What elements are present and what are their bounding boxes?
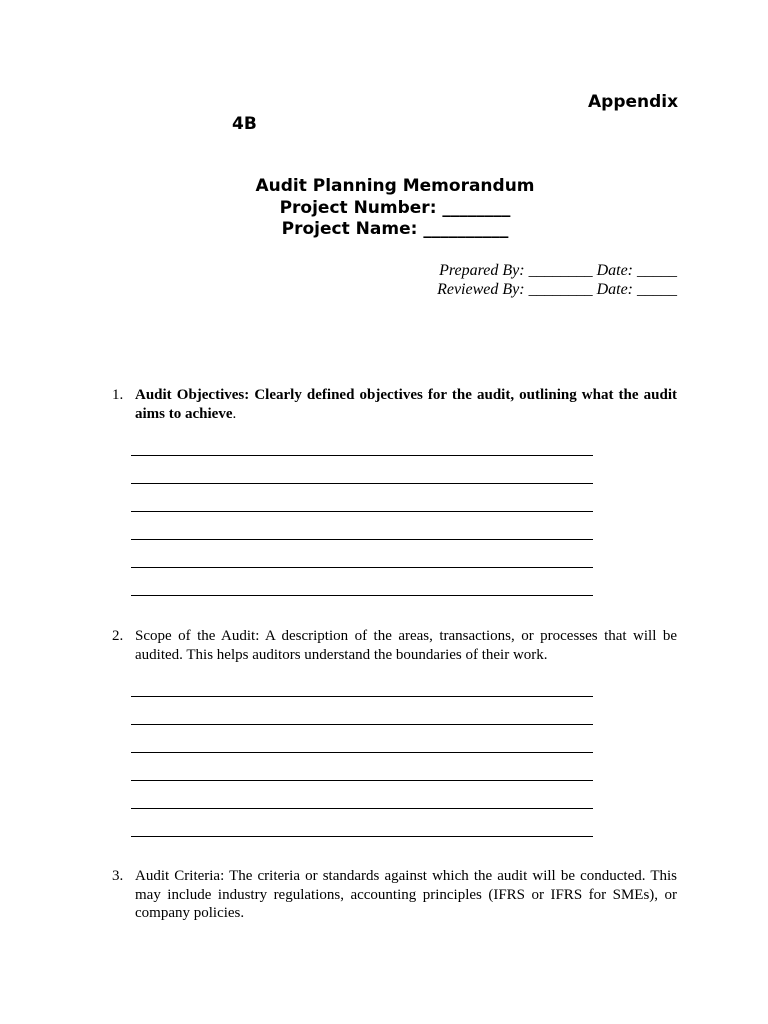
answer-line[interactable]: [131, 568, 593, 596]
answer-line[interactable]: [131, 484, 593, 512]
section-number: 1.: [112, 387, 124, 403]
project-name-line: Project Name: __________: [281, 219, 509, 239]
answer-line[interactable]: [131, 512, 593, 540]
section-scope-of-audit: [112, 627, 677, 664]
appendix-number: 4B: [232, 114, 257, 134]
answer-lines-section-2: [131, 669, 593, 837]
section-number: 2.: [112, 628, 124, 644]
section-text: Scope of the Audit: A description of the areas, transactions, or processes that will be audited. This helps auditors understand the boundaries of their work.: [135, 628, 677, 663]
prepared-by-line: Prepared By: ________ Date: _____: [439, 262, 677, 279]
section-text-body: Audit Objectives: Clearly defined objectives for the audit, outlining what the audit aims to achieve: [135, 387, 677, 422]
reviewed-by-line: Reviewed By: ________ Date: _____: [437, 281, 677, 298]
signoff-block: [380, 261, 677, 299]
section-audit-criteria: [112, 867, 677, 923]
answer-line[interactable]: [131, 456, 593, 484]
answer-line[interactable]: [131, 540, 593, 568]
answer-line[interactable]: [131, 428, 593, 456]
appendix-label: Appendix: [588, 92, 679, 112]
answer-line[interactable]: [131, 669, 593, 697]
memo-title: Audit Planning Memorandum: [255, 176, 535, 196]
answer-line[interactable]: [131, 753, 593, 781]
section-audit-objectives: [112, 386, 677, 423]
section-text-period: .: [232, 405, 237, 422]
answer-line[interactable]: [131, 725, 593, 753]
answer-line[interactable]: [131, 781, 593, 809]
answer-lines-section-1: [131, 428, 593, 596]
section-text: [135, 386, 677, 423]
answer-line[interactable]: [131, 697, 593, 725]
project-number-line: Project Number: ________: [279, 197, 511, 218]
answer-line[interactable]: [131, 809, 593, 837]
section-number: 3.: [112, 868, 124, 884]
memo-title-block: [195, 176, 595, 241]
section-text: Audit Criteria: The criteria or standards against which the audit will be conducted. This may include industry regulations, accounting principles (IFRS or IFRS for SMEs), or company policies.: [135, 868, 677, 921]
